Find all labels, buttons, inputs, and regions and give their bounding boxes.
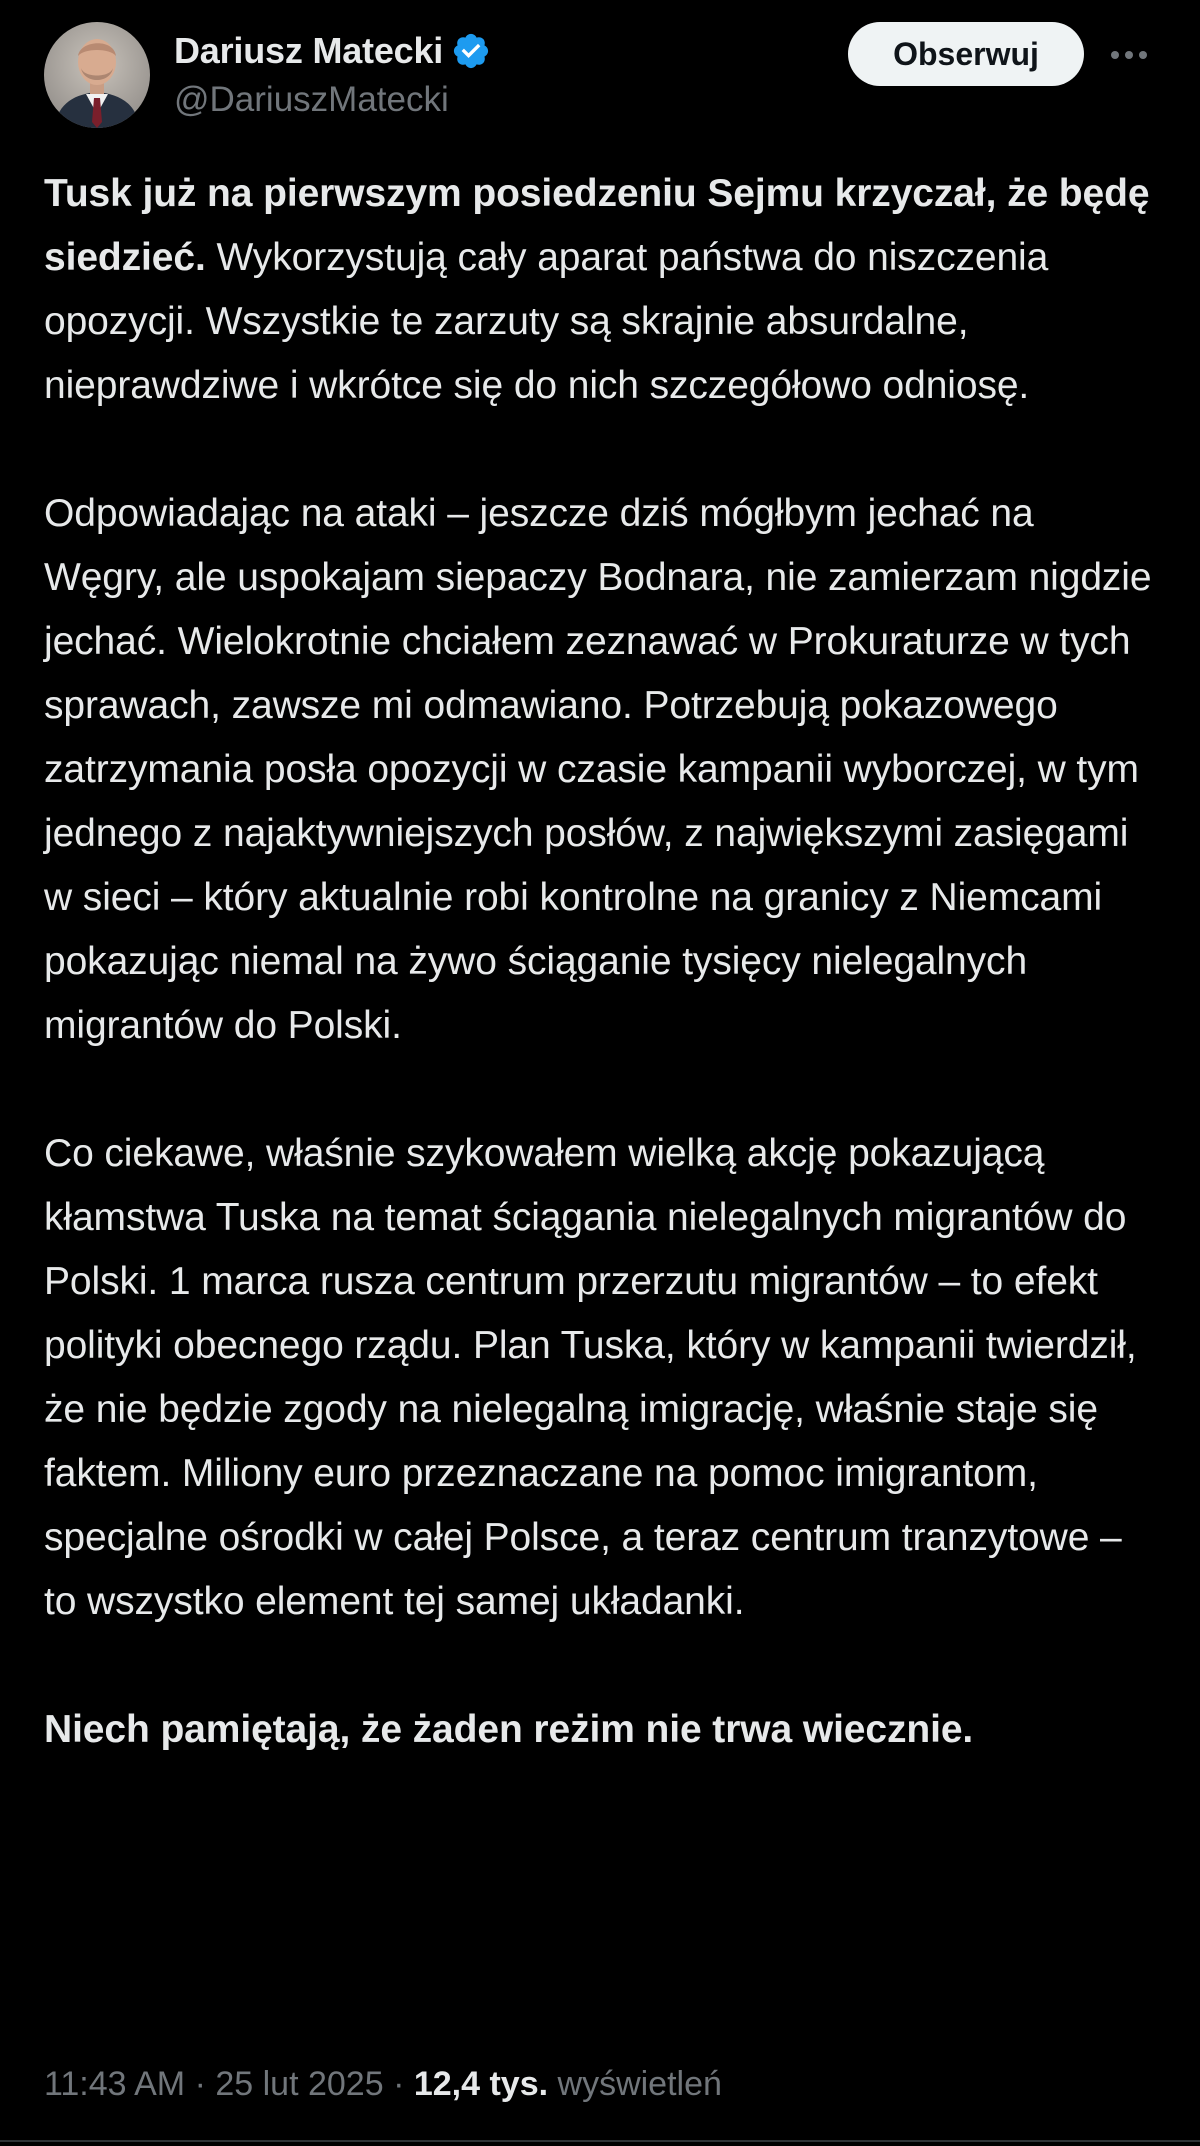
tweet-text xyxy=(44,162,1164,1762)
tweet-paragraph-1 xyxy=(44,162,1164,418)
tweet-paragraph-3: Co ciekawe, właśnie szykowałem wielką akcję pokazującą kłamstwa Tuska na temat ściągania nielegalnych migrantów do Polski. 1 marca rusza centrum przerzutu migrantów – to efekt polityki obecnego rządu. Plan Tuska, który w kampanii twierdził, że nie będzie zgody na nielegalną imigrację, właśnie staje się faktem. Miliony euro przeznaczane na pomoc imigrantom, specjalne ośrodki w całej Polsce, a teraz centrum tranzytowe – to wszystko element tej samej układanki. xyxy=(44,1132,1137,1623)
views-count[interactable]: 12,4 tys. xyxy=(413,2065,549,2103)
follow-button[interactable]: Obserwuj xyxy=(848,22,1084,86)
meta-separator: · xyxy=(185,2065,216,2103)
tweet-paragraph-2: Odpowiadając na ataki – jeszcze dziś mógłbym jechać na Węgry, ale uspokajam siepaczy Bodnara, nie zamierzam nigdzie jechać. Wielokrotnie chciałem zeznawać w Prokuraturze w tych sprawach, zawsze mi odmawiano. Potrzebują pokazowego zatrzymania posła opozycji w czasie kampanii wyborczej, w tym jednego z najaktywniejszych posłów, z największymi zasięgami w sieci – który aktualnie robi kontrolne na granicy z Niemcami pokazując niemal na żywo ściąganie tysięcy nielegalnych migrantów do Polski. xyxy=(44,492,1152,1047)
author-handle[interactable]: @DariuszMatecki xyxy=(174,80,449,119)
tweet-paragraph-4: Niech pamiętają, że żaden reżim nie trwa wiecznie. xyxy=(44,1708,974,1751)
views-label: wyświetleń xyxy=(548,2065,722,2103)
name-row xyxy=(174,26,491,76)
verified-badge-icon[interactable] xyxy=(451,31,491,71)
author-display-name[interactable]: Dariusz Matecki xyxy=(174,30,444,71)
tweet-time[interactable]: 11:43 AM xyxy=(44,2065,186,2103)
divider xyxy=(0,2140,1200,2142)
meta-separator: · xyxy=(383,2065,414,2103)
tweet-meta xyxy=(44,2065,722,2104)
tweet-bold-lead: Tusk już na pierwszym posiedzeniu Sejmu krzyczał, że będę siedzieć. xyxy=(44,172,1150,279)
tweet-date[interactable]: 25 lut 2025 xyxy=(215,2065,384,2103)
tweet-header xyxy=(44,22,1164,132)
tweet-paragraph-1-rest: Wykorzystują cały aparat państwa do niszczenia opozycji. Wszystkie te zarzuty są skrajnie absurdalne, nieprawdziwe i wkrótce się do nich szczegółowo odniosę. xyxy=(44,236,1049,407)
author-block xyxy=(174,26,491,120)
avatar[interactable] xyxy=(44,22,150,128)
more-dots-icon[interactable] xyxy=(1104,30,1154,80)
